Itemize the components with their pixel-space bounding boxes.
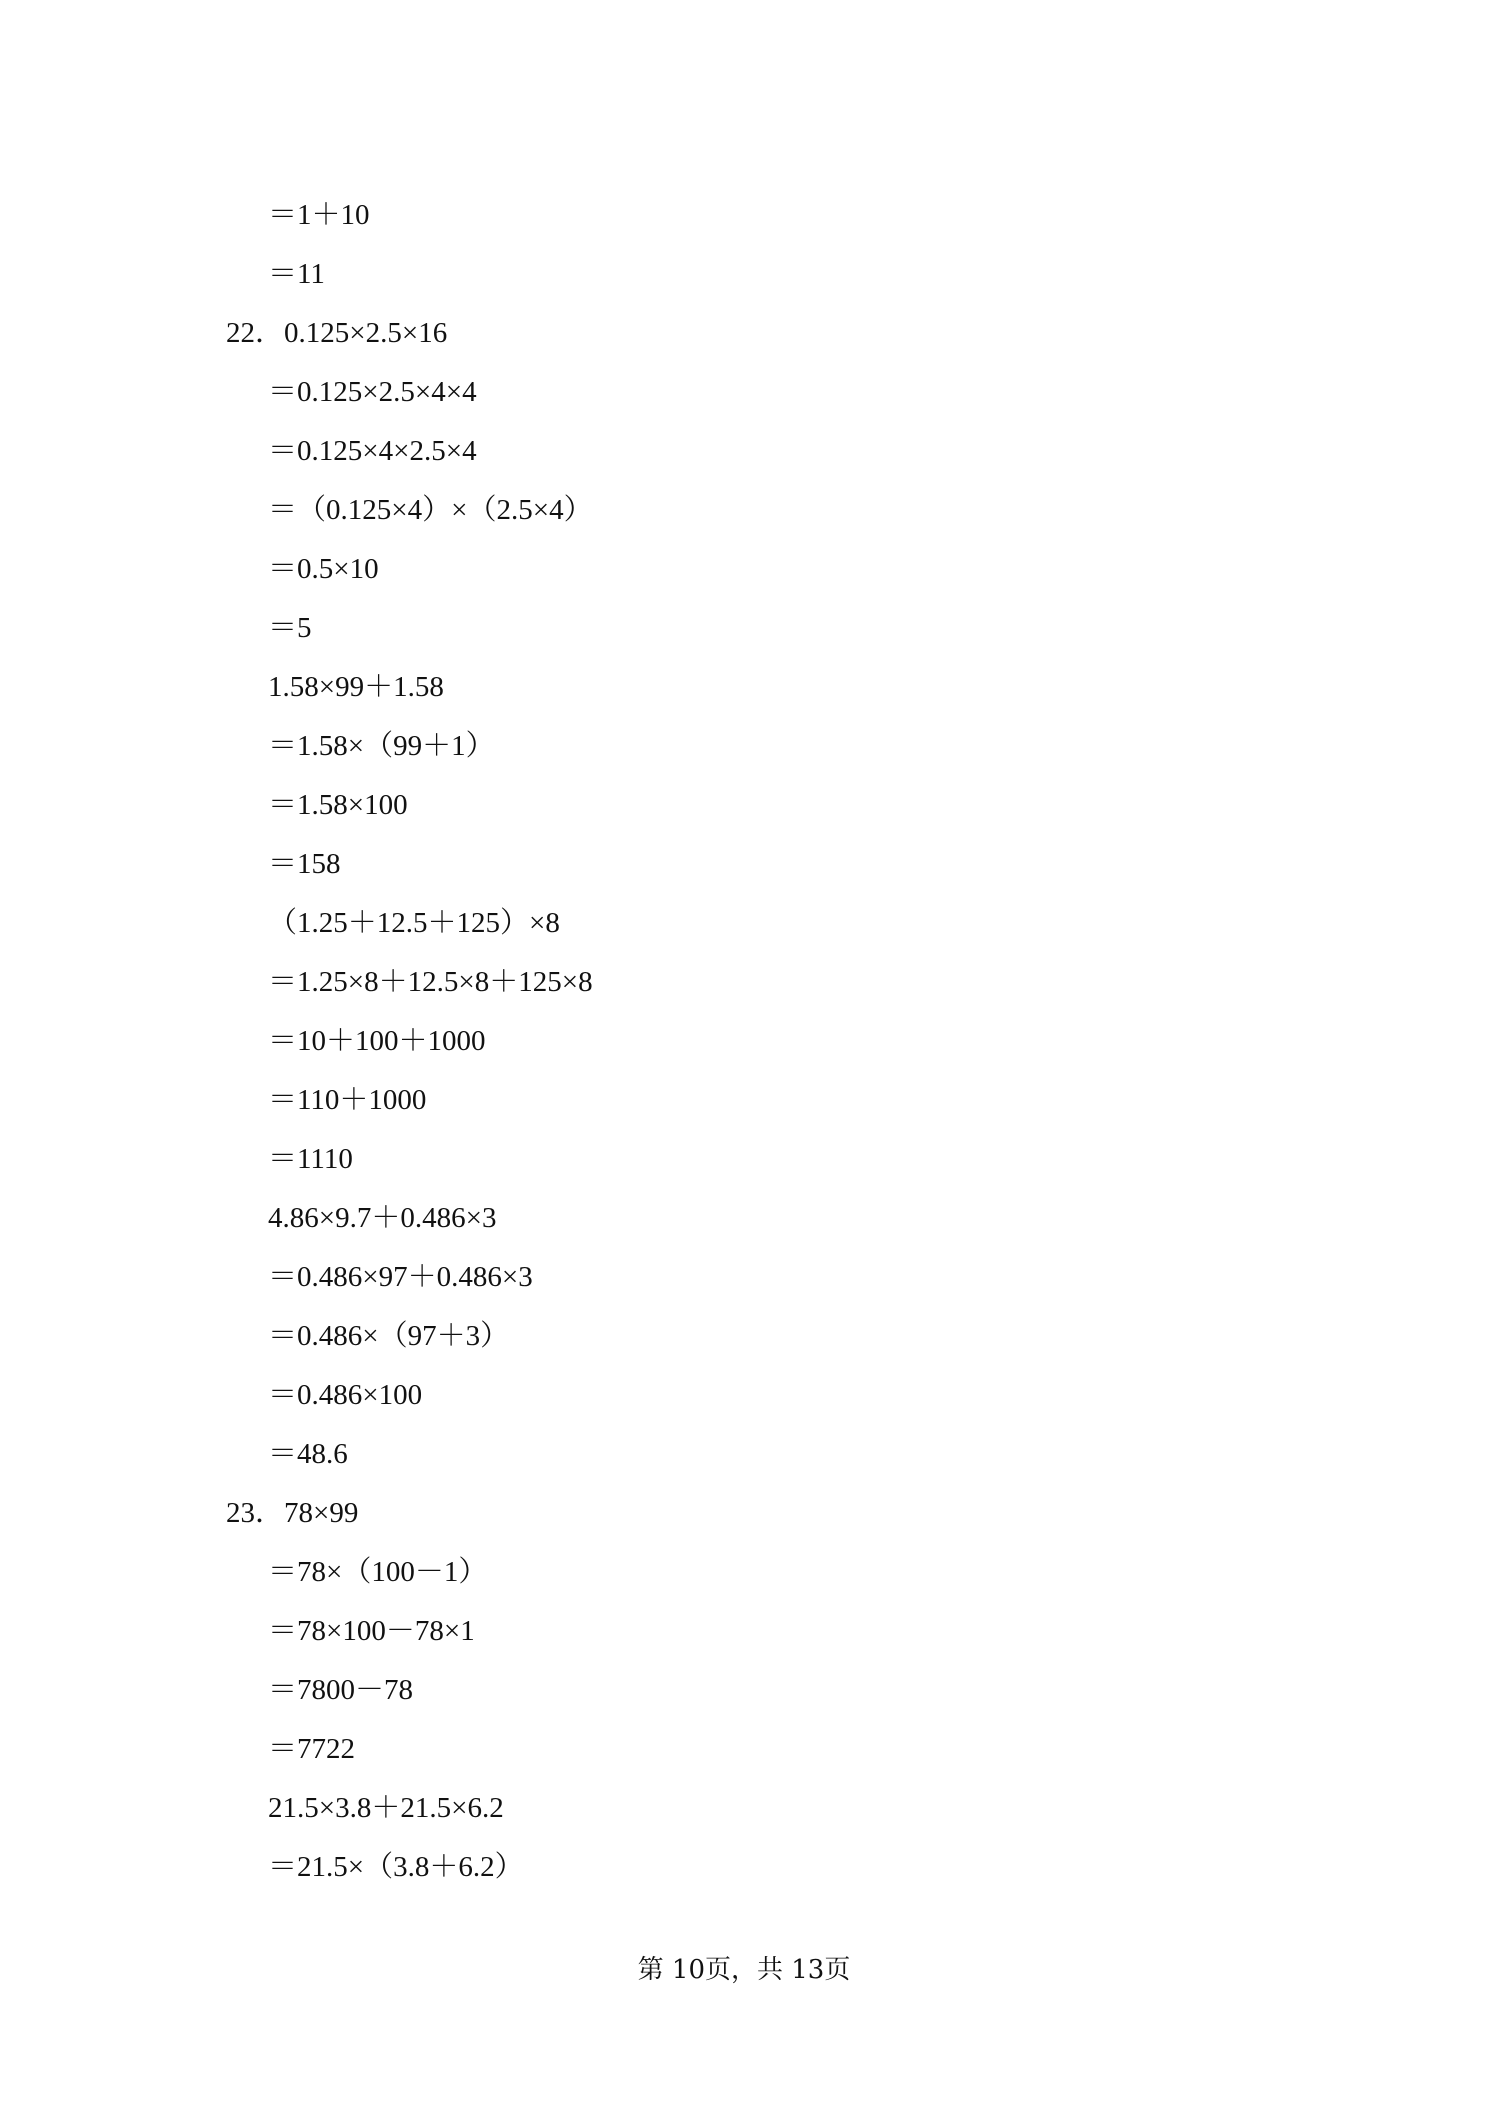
equation-step: ＝0.486×（97＋3）	[268, 1320, 510, 1352]
solution-body	[226, 186, 1326, 1897]
equation-step: （1.25＋12.5＋125）×8	[268, 907, 560, 939]
equation-step: ＝1.58×100	[268, 789, 408, 821]
equation-step: ＝11	[268, 258, 325, 290]
equation-step: ＝1110	[268, 1143, 353, 1175]
equation-step: ＝1＋10	[268, 199, 370, 231]
equation-step: ＝0.486×97＋0.486×3	[268, 1261, 533, 1293]
problem-heading: 23．78×99	[226, 1497, 359, 1529]
equation-step: ＝110＋1000	[268, 1084, 427, 1116]
equation-step: ＝10＋100＋1000	[268, 1025, 486, 1057]
equation-step: ＝1.58×（99＋1）	[268, 730, 495, 762]
equation-step: ＝78×100－78×1	[268, 1615, 475, 1647]
equation-step: 1.58×99＋1.58	[268, 671, 444, 703]
equation-step: ＝0.125×4×2.5×4	[268, 435, 477, 467]
equation-step: ＝1.25×8＋12.5×8＋125×8	[268, 966, 593, 998]
problem-heading: 22．0.125×2.5×16	[226, 317, 448, 349]
equation-step: ＝7800－78	[268, 1674, 414, 1706]
equation-step: ＝0.5×10	[268, 553, 379, 585]
equation-step: ＝0.486×100	[268, 1379, 423, 1411]
equation-step: ＝21.5×（3.8＋6.2）	[268, 1851, 524, 1883]
equation-step: ＝78×（100－1）	[268, 1556, 488, 1588]
equation-step: ＝（0.125×4）×（2.5×4）	[268, 494, 593, 526]
equation-step: 4.86×9.7＋0.486×3	[268, 1202, 497, 1234]
equation-step: ＝0.125×2.5×4×4	[268, 376, 477, 408]
equation-step: ＝48.6	[268, 1438, 348, 1470]
equation-step: ＝7722	[268, 1733, 356, 1765]
page-footer: 第 10页，共 13页	[637, 1955, 851, 1985]
equation-step: 21.5×3.8＋21.5×6.2	[268, 1792, 504, 1824]
equation-step: ＝158	[268, 848, 341, 880]
equation-step: ＝5	[268, 612, 312, 644]
